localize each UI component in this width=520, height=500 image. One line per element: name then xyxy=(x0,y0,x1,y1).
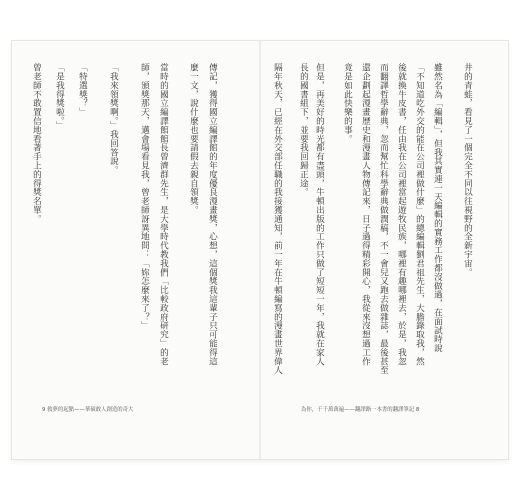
text-column: 「不知道吃外交的能在公司裡做什麼」的總編輯劉君祖先生，大膽錄取我，然 xyxy=(414,63,425,366)
text-column: 當時的國立編譯館館長曾濟群先生，是大學時代教我們「比較政府研究」的老 xyxy=(158,63,169,366)
text-column: 還企劃起漫畫歷史和漫畫人物傳記來，日子過得精彩開心，我從來沒想過工作 xyxy=(360,63,371,366)
page-footer: 9 救夢的起點——華碩敢人創造的奇大 xyxy=(42,407,134,413)
text-column: 傳記，獲得國立編譯館的年度優良漫畫獎，心想，這個獎我這輩子只可能得這 xyxy=(207,63,218,366)
text-column: 「特選獎？」 xyxy=(77,63,88,117)
text-column: 井的青蛙，看見了一個完全不同以往視野的全新宇宙。 xyxy=(462,63,473,277)
book-spread xyxy=(12,41,508,459)
text-column: 但是，再美好的時光都有盡頭，牛頓出版的工作只做了短短一年，我就在家人 xyxy=(314,63,325,366)
left-page xyxy=(12,41,259,459)
text-column: 後就換牛皮書，任由我在公司裡當起遊牧民族，哪裡有趣哪裡去，於是，我忽 xyxy=(396,63,407,366)
text-column: 長的國書組下，並要我回歸正途。 xyxy=(298,63,309,197)
text-column: 曾老師不敢置信地看著手上的得獎名單。 xyxy=(31,63,42,224)
text-column: 麼一文，說什麼也要請假去親自領獎。 xyxy=(188,63,199,215)
page-footer: 為你，千千萬萬遍——翻譯路一本書的翻譯筆記 8 xyxy=(301,407,420,413)
text-column: 雖然名為「編輯」，但我其實連一天編輯的實務工作都沒做過，在面試時說 xyxy=(432,63,443,353)
text-column: 師，頒獎那天，邁會場看見我，曾老師訝異地問：「妳怎麼來了？」 xyxy=(139,63,150,330)
text-column: 隔年秋天，已經在外交部任職的我接獲通知，前一年在牛頓編寫的漫畫世界偉人 xyxy=(272,63,283,375)
text-column: 「我來領獎啊。」我回答說。 xyxy=(108,63,119,175)
text-column: 而翻譯哲學辭典，忽而幫忙科學辭典做潤稿，不一會兒又跑去做雜誌，最後甚至 xyxy=(378,63,389,375)
right-page xyxy=(261,41,508,459)
text-column: 竟是如此快樂的事。 xyxy=(342,63,353,144)
text-column: 「是我得獎啦。」 xyxy=(54,63,65,130)
